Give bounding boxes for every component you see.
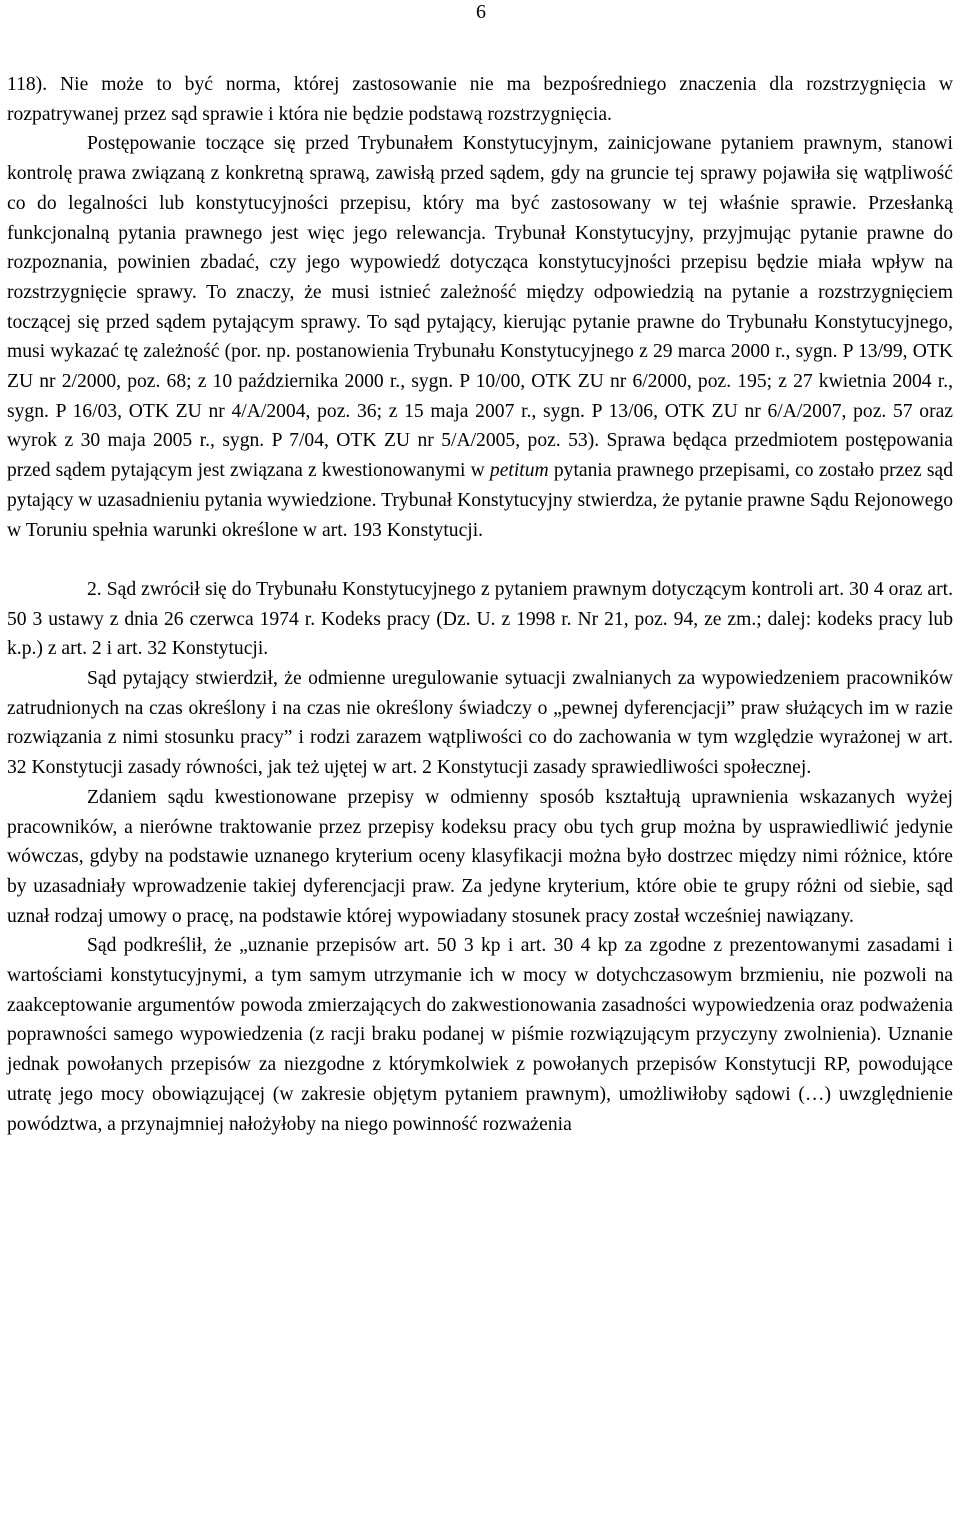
paragraph-court-opinion: Zdaniem sądu kwestionowane przepisy w odmienny sposób kształtują uprawnienia wskazanych wyżej pracowników, a nierówne traktowanie przez przepisy kodeksu pracy obu tych grup można by usprawiedliwić jedynie wówczas, gdyby na podstawie uznanego kryterium oceny klasyfikacji można było dostrzec między nimi różnice, które by uzasadniały wprowadzenie takiej dyferencjacji praw. Za jedyne kryterium, które obie te grupy różni od siebie, sąd uznał rodzaj umowy o pracę, na podstawie której wypowiadany stosunek pracy został wcześniej nawiązany.: [7, 786, 953, 927]
paragraph-court-emphasis: Sąd podkreślił, że „uznanie przepisów art. 50 3 kp i art. 30 4 kp za zgodne z prezentowanymi zasadami i wartościami konstytucyjnymi, a tym samym utrzymanie ich w mocy w dotychczasowym brzmieniu, nie pozwoli na zaakceptowanie argumentów powoda zmierzających do zakwestionowania zasadności wypowiedzenia oraz podważenia poprawności samego wypowiedzenia (z racji braku podanej w piśmie rozwiązującym przyczyny zwolnienia). Uznanie jednak powołanych przepisów za niezgodne z którymkolwiek z powołanych przepisów Konstytucji RP, powodujące utratę jego mocy obowiązującej (w zakresie objętym pytaniem prawnym), umożliwiłoby sądowi (…) uwzględnienie powództwa, a przynajmniej nałożyłoby na niego powinność rozważenia: [7, 935, 953, 1135]
paragraph-relevance: [7, 129, 953, 545]
italic-term: petitum: [489, 460, 549, 482]
paragraph-section-2: 2. Sąd zwrócił się do Trybunału Konstytucyjnego z pytaniem prawnym dotyczącym kontroli art. 30 4 oraz art. 50 3 ustawy z dnia 26 czerwca 1974 r. Kodeks pracy (Dz. U. z 1998 r. Nr 21, poz. 94, ze zm.; dalej: kodeks pracy lub k.p.) z art. 2 i art. 32 Konstytucji.: [7, 578, 953, 660]
paragraph-relevance-text-a: Postępowanie toczące się przed Trybunałem Konstytucyjnym, zainicjowane pytaniem prawnym, stanowi kontrolę prawa związaną z konkretną sprawą, zawisłą przed sądem, gdy na gruncie tej sprawy pojawiła się wątpliwość co do legalności lub konstytucyjności przepisu, który ma być zastosowany w tej właśnie sprawie. Przesłanką funkcjonalną pytania prawnego jest więc jego relewancja. Trybunał Konstytucyjny, przyjmując pytanie prawne do rozpoznania, powinien zbadać, czy jego wypowiedź dotycząca konstytucyjności przepisu będzie miała wpływ na rozstrzygnięcie sprawy. To znaczy, że musi istnieć zależność między odpowiedzią na pytanie a rozstrzygnięciem toczącej się przed sądem pytającym sprawy. To sąd pytający, kierując pytanie prawne do Trybunału Konstytucyjnego, musi wykazać tę zależność (por. np. postanowienia Trybunału Konstytucyjnego z 29 marca 2000 r., sygn. P 13/99, OTK ZU nr 2/2000, poz. 68; z 10 października 2000 r., sygn. P 10/00, OTK ZU nr 6/2000, poz. 195; z 27 kwietnia 2004 r., sygn. P 16/03, OTK ZU nr 4/A/2004, poz. 36; z 15 maja 2007 r., sygn. P 13/06, OTK ZU nr 6/A/2007, poz. 57 oraz wyrok z 30 maja 2005 r., sygn. P 7/04, OTK ZU nr 5/A/2005, poz. 53). Sprawa będąca przedmiotem postępowania przed sądem pytającym jest związana z kwestionowanymi w: [7, 133, 953, 482]
paragraph-relevance-text-b: pytania prawnego przepisami, co zostało przez sąd pytający w uzasadnieniu pytania wywiedzione. Trybunał Konstytucyjny stwierdza, że pytanie prawne Sądu Rejonowego w Toruniu spełnia warunki określone w art. 193 Konstytucji.: [7, 460, 954, 541]
page-number: 6: [476, 1, 486, 23]
paragraph-continuation: 118). Nie może to być norma, której zastosowanie nie ma bezpośredniego znaczenia dla rozstrzygnięcia w rozpatrywanej przez sąd sprawie i która nie będzie podstawą rozstrzygnięcia.: [7, 74, 953, 125]
paragraph-equality: Sąd pytający stwierdził, że odmienne uregulowanie sytuacji zwalnianych za wypowiedzeniem pracowników zatrudnionych na czas określony i na czas nie określony świadczy o „pewnej dyferencjacji” praw służących im w razie rozwiązania z nimi stosunku pracy” i rodzi zarazem wątpliwości co do zachowania w tym względzie wyrażonej w art. 32 Konstytucji zasady równości, jak też ujętej w art. 2 Konstytucji zasady sprawiedliwości społecznej.: [7, 668, 953, 779]
document-body: [7, 70, 953, 1139]
